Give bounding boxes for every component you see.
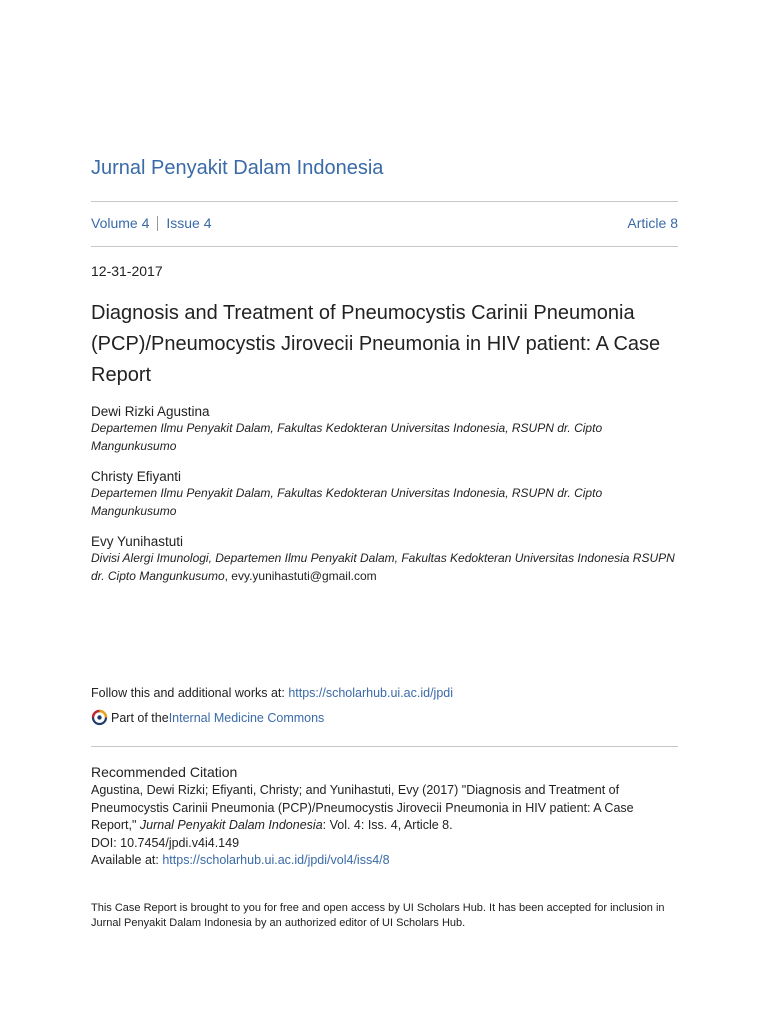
- author-name: Dewi Rizki Agustina: [91, 404, 210, 419]
- citation-volume: : Vol. 4: Iss. 4, Article 8.: [322, 818, 453, 832]
- publication-date: 12-31-2017: [91, 263, 163, 279]
- author-block: [91, 403, 678, 455]
- repository-link[interactable]: https://scholarhub.ui.ac.id/jpdi: [288, 686, 454, 700]
- citation-journal: Jurnal Penyakit Dalam Indonesia: [139, 818, 323, 832]
- issue-bar: [91, 214, 678, 232]
- part-of-prefix: Part of the: [111, 710, 169, 725]
- author-affiliation: Departemen Ilmu Penyakit Dalam, Fakultas Kedokteran Universitas Indonesia, RSUPN dr. Cipto Mangunkusumo: [91, 486, 603, 518]
- commons-link[interactable]: Internal Medicine Commons: [168, 710, 325, 725]
- part-of-line: [91, 709, 324, 726]
- divider: [91, 201, 678, 202]
- author-affiliation: Departemen Ilmu Penyakit Dalam, Fakultas Kedokteran Universitas Indonesia, RSUPN dr. Cipto Mangunkusumo: [91, 421, 603, 453]
- citation-heading: Recommended Citation: [91, 764, 238, 780]
- available-label: Available at:: [91, 853, 163, 867]
- journal-title-link[interactable]: Jurnal Penyakit Dalam Indonesia: [91, 157, 384, 179]
- author-block: [91, 468, 678, 520]
- article-link[interactable]: Article 8: [627, 215, 678, 231]
- author-block: [91, 533, 678, 585]
- access-note: This Case Report is brought to you for free and open access by UI Scholars Hub. It has been accepted for inclusion in Jurnal Penyakit Dalam Indonesia by an authorized editor of UI Scholars Hub.: [91, 902, 665, 929]
- article-url-link[interactable]: https://scholarhub.ui.ac.id/jpdi/vol4/iss4/8: [162, 853, 390, 867]
- author-name: Christy Efiyanti: [91, 469, 182, 484]
- author-email: , evy.yunihastuti@gmail.com: [224, 568, 377, 583]
- divider: [91, 246, 678, 247]
- affiliation-text: Divisi Alergi Imunologi, Departemen Ilmu Penyakit Dalam, Fakultas Kedokteran Universitas Indonesia RSUPN dr. Cipto Mangunkusumo: [91, 551, 675, 583]
- commons-network-icon: [91, 709, 108, 726]
- separator: [157, 216, 158, 231]
- author-name: Evy Yunihastuti: [91, 534, 184, 549]
- divider: [91, 746, 678, 747]
- author-affiliation: [91, 550, 678, 585]
- citation-body: Agustina, Dewi Rizki; Efiyanti, Christy; and Yunihastuti, Evy (2017) "Diagnosis and Treatment of Pneumocystis Carinii Pneumonia (PCP)/Pneumocystis Jirovecii Pneumonia in HIV patient: A Case Report,": [91, 783, 634, 832]
- volume-link[interactable]: Volume 4: [91, 215, 150, 231]
- article-title: Diagnosis and Treatment of Pneumocystis Carinii Pneumonia (PCP)/Pneumocystis Jirovecii Pneumonia in HIV patient: A Case Report: [91, 302, 661, 386]
- follow-line: [91, 686, 453, 700]
- citation-doi: DOI: 10.7454/jpdi.v4i4.149: [91, 835, 240, 850]
- issue-link[interactable]: Issue 4: [166, 215, 212, 231]
- follow-prefix: Follow this and additional works at:: [91, 686, 289, 700]
- citation-text: [91, 782, 678, 870]
